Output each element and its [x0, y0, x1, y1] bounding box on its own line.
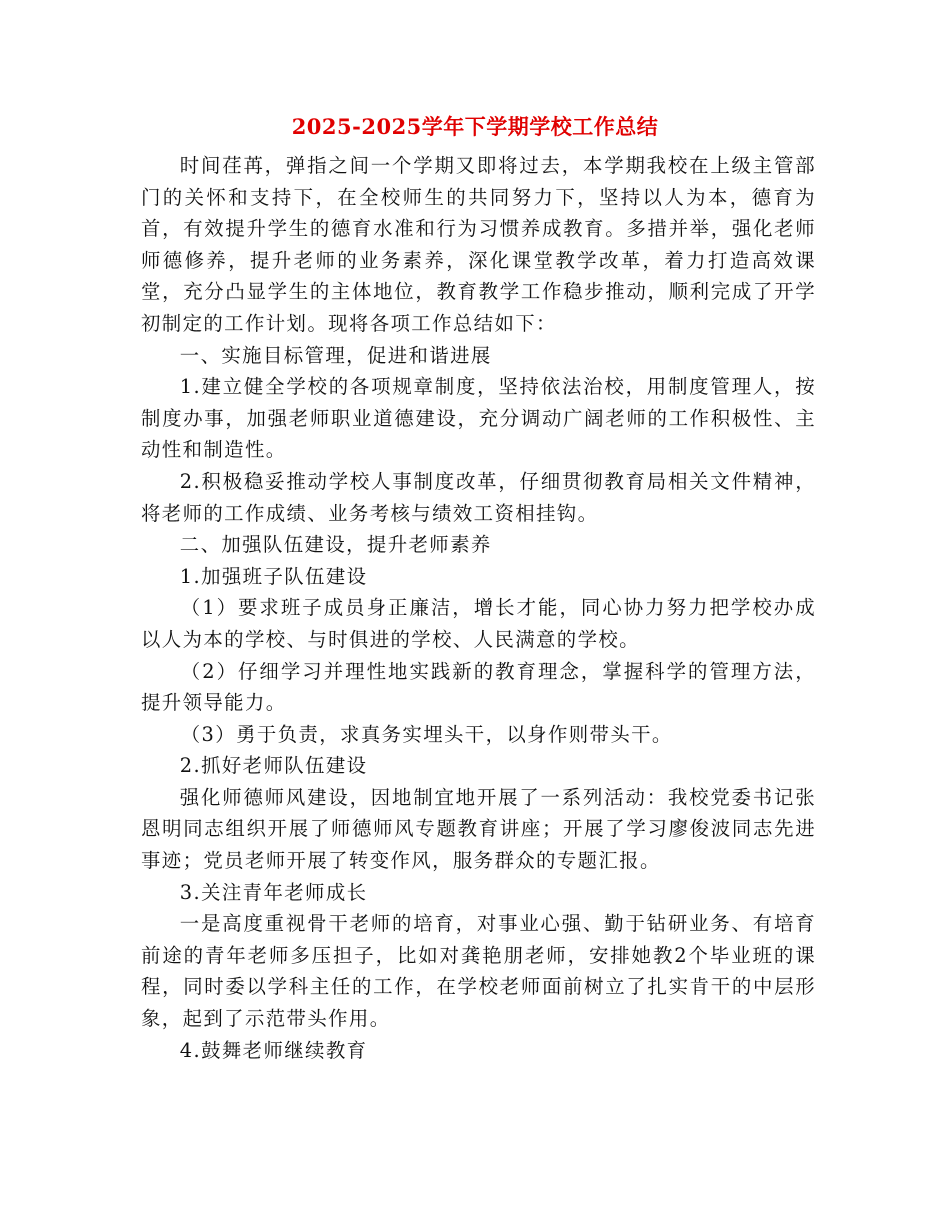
subsection-2-3-paragraph: 一是高度重视骨干老师的培育，对事业心强、勤于钻研业务、有培育前途的青年老师多压担子，比如对龚艳朋老师，安排她教2个毕业班的课程，同时委以学科主任的工作，在学校老师面前树立了扎实肯干的中层形象，起到了示范带头作用。: [141, 912, 816, 1031]
document-title: 2025-2025学年下学期学校工作总结: [291, 114, 659, 139]
subsection-heading-2-4: 4.鼓舞老师继续教育: [179, 1038, 368, 1062]
subsection-heading-2-1: 1.加强班子队伍建设: [179, 564, 368, 588]
subsection-heading-2-3: 3.关注青年老师成长: [179, 880, 368, 904]
subsection-heading-2-2: 2.抓好老师队伍建设: [179, 754, 368, 778]
subsection-2-1-point-2: （2）仔细学习并理性地实践新的教育理念，掌握科学的管理方法，提升领导能力。: [141, 659, 816, 715]
section-1-item-1: 1.建立健全学校的各项规章制度，坚持依法治校，用制度管理人，按制度办事，加强老师职业道德建设，充分调动广阔老师的工作积极性、主动性和制造性。: [141, 375, 816, 462]
subsection-2-2-paragraph: 强化师德师风建设，因地制宜地开展了一系列活动：我校党委书记张恩明同志组织开展了师德师风专题教育讲座；开展了学习廖俊波同志先进事迹；党员老师开展了转变作风，服务群众的专题汇报。: [141, 785, 816, 873]
section-1-item-2: 2.积极稳妥推动学校人事制度改革，仔细贯彻教育局相关文件精神，将老师的工作成绩、业务考核与绩效工资相挂钩。: [141, 469, 816, 525]
subsection-2-1-point-3: （3）勇于负责，求真务实埋头干，以身作则带头干。: [180, 722, 673, 746]
intro-paragraph: 时间荏苒，弹指之间一个学期又即将过去，本学期我校在上级主管部门的关怀和支持下，在全校师生的共同努力下，坚持以人为本，德育为首，有效提升学生的德育水准和行为习惯养成教育。多措并举，强化老师师德修养，提升老师的业务素养，深化课堂教学改革，着力打造高效课堂，充分凸显学生的主体地位，教育教学工作稳步推动，顺利完成了开学初制定的工作计划。现将各项工作总结如下：: [141, 154, 816, 335]
section-heading-1: 一、实施目标管理，促进和谐进展: [179, 343, 492, 367]
document-body: [141, 150, 816, 1066]
subsection-2-1-point-1: （1）要求班子成员身正廉洁，增长才能，同心协力努力把学校办成以人为本的学校、与时俱进的学校、人民满意的学校。: [141, 596, 816, 651]
section-heading-2: 二、加强队伍建设，提升老师素养: [179, 533, 492, 557]
